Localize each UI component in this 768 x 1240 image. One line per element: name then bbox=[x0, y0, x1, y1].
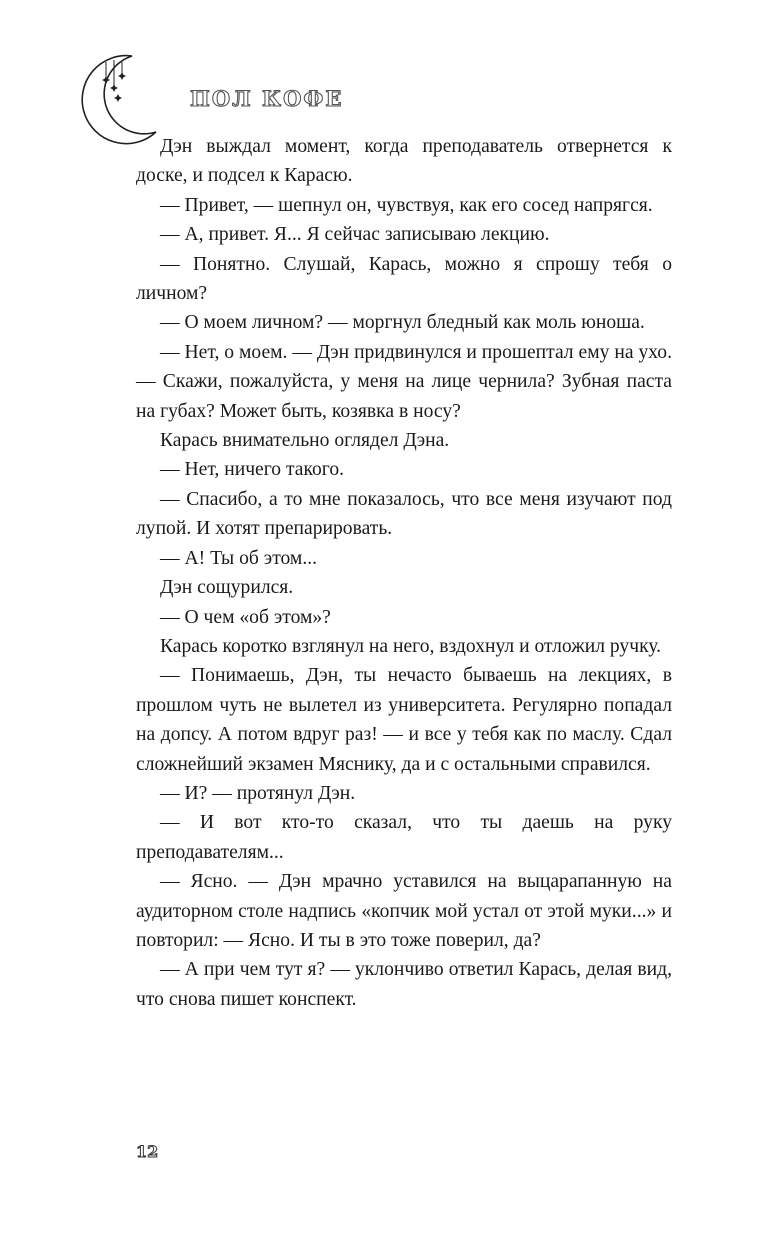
paragraph: — Ясно. — Дэн мрачно уставился на выцарапанную на аудиторном столе надпись «копчик мой устал от этой муки...» и повторил: — Ясно. И ты в это тоже поверил, да? bbox=[136, 871, 672, 951]
paragraph: Дэн сощурился. bbox=[160, 577, 294, 599]
paragraph: — Нет, о моем. — Дэн придвинулся и прошептал ему на ухо. — Скажи, пожалуйста, у меня на лице чернила? Зубная паста на губах? Может быть, козявка в носу? bbox=[136, 341, 672, 422]
page-number: 12 bbox=[136, 1142, 159, 1161]
paragraph: Дэн выждал момент, когда преподаватель отвернется к доске, и подсел к Карасю. bbox=[136, 136, 672, 187]
paragraph: — И вот кто-то сказал, что ты даешь на руку преподавателям... bbox=[136, 812, 672, 863]
paragraph: — Понимаешь, Дэн, ты нечасто бываешь на лекциях, в прошлом чуть не вылетел из университета. Регулярно попадал на допсу. А потом вдруг раз! — и все у тебя как по маслу. Сдал сложнейший экзамен Мяснику, да и с остальными справился. bbox=[136, 665, 672, 775]
paragraph: — О моем личном? — моргнул бледный как моль юноша. bbox=[160, 312, 645, 334]
paragraph: — Понятно. Слушай, Карась, можно я спрошу тебя о личном? bbox=[136, 253, 672, 305]
paragraph: — Спасибо, а то мне показалось, что все меня изучают под лупой. И хотят препарировать. bbox=[136, 488, 672, 540]
paragraph: — Нет, ничего такого. bbox=[160, 459, 345, 481]
paragraph: Карась внимательно оглядел Дэна. bbox=[160, 430, 450, 452]
body-text bbox=[136, 132, 672, 1014]
paragraph: Карась коротко взглянул на него, вздохнул и отложил ручку. bbox=[160, 635, 662, 657]
paragraph: — А, привет. Я... Я сейчас записываю лекцию. bbox=[160, 224, 550, 246]
paragraph: — А при чем тут я? — уклончиво ответил Карась, делая вид, что снова пишет конспект. bbox=[136, 959, 672, 1010]
paragraph: — А! Ты об этом... bbox=[160, 547, 318, 569]
paragraph: — И? — протянул Дэн. bbox=[160, 782, 356, 804]
paragraph: — Привет, — шепнул он, чувствуя, как его сосед напрягся. bbox=[160, 194, 653, 216]
paragraph: — О чем «об этом»? bbox=[160, 606, 331, 628]
running-title: ПОЛ КОФЕ bbox=[190, 86, 344, 111]
